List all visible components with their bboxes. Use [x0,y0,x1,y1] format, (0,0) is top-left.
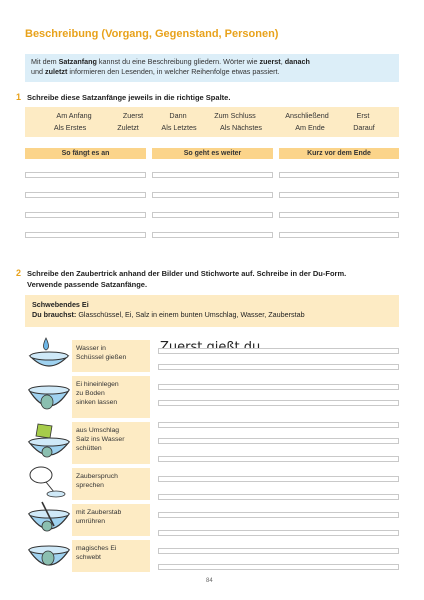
task-number: 1 [16,92,22,102]
intro-text: , [280,57,285,66]
materials-line [32,310,392,320]
intro-keyword: zuerst [259,57,281,66]
writing-line[interactable] [158,348,399,354]
step-caption-line: umrühren [76,518,106,525]
answer-field[interactable] [279,172,399,178]
step-caption-line: aus Umschlag [76,427,120,434]
writing-line[interactable] [158,438,399,444]
intro-keyword: Satzanfang [58,57,97,66]
answer-field[interactable] [25,172,146,178]
writing-line[interactable] [158,422,399,428]
intro-keyword: zuletzt [45,67,68,76]
word-bank-item: Am Ende [295,123,325,132]
trick-title: Schwebendes Ei [32,300,89,309]
writing-line[interactable] [158,564,399,570]
magic-speech-picture [26,464,72,502]
column-header: Kurz vor dem Ende [279,148,399,159]
intro-text: informieren den Lesenden, in welcher Reihenfolge etwas passiert. [67,67,280,76]
answer-field[interactable] [152,192,273,198]
word-bank [25,107,399,137]
writing-line[interactable] [158,384,399,390]
step-caption-line: Schüssel gießen [76,354,127,361]
task-number: 2 [16,268,22,278]
step-caption-line: schwebt [76,554,101,561]
column-header: So fängt es an [25,148,146,159]
step-caption-line: schütten [76,445,102,452]
answer-field[interactable] [25,192,146,198]
writing-line[interactable] [158,400,399,406]
answer-field[interactable] [152,172,273,178]
intro-box [25,54,399,82]
word-bank-item: Dann [169,111,187,120]
word-bank-item: Darauf [353,123,375,132]
word-bank-item: Erst [356,111,370,120]
answer-field[interactable] [152,232,273,238]
stir-wand-picture [26,500,72,538]
writing-line[interactable] [158,548,399,554]
materials-box [25,295,399,327]
column-header: So geht es weiter [152,148,273,159]
answer-field[interactable] [25,212,146,218]
step-caption-line: zu Boden [76,390,105,397]
materials-list: Glasschüssel, Ei, Salz in einem bunten Umschlag, Wasser, Zauberstab [76,310,305,319]
writing-line[interactable] [158,530,399,536]
word-bank-item: Zuletzt [117,123,139,132]
bowl-with-egg-picture [26,378,72,416]
floating-egg-picture [26,540,72,578]
intro-text: und [31,67,45,76]
answer-field[interactable] [152,212,273,218]
step-caption-line: Ei hineinlegen [76,381,119,388]
page-title: Beschreibung (Vorgang, Gegenstand, Personen) [25,28,279,40]
step-caption-line: sinken lassen [76,399,118,406]
answer-field[interactable] [25,232,146,238]
writing-line[interactable] [158,476,399,482]
answer-field[interactable] [279,212,399,218]
step-caption [72,422,150,464]
step-caption [72,340,150,372]
salt-envelope-bowl-picture [26,422,72,460]
word-bank-item: Als Nächstes [220,123,262,132]
writing-line[interactable] [158,512,399,518]
task-instruction: Verwende passende Satzanfänge. [27,280,148,289]
word-bank-item: Anschließend [285,111,329,120]
word-bank-item: Am Anfang [56,111,92,120]
writing-line[interactable] [158,494,399,500]
step-caption-line: mit Zauberstab [76,509,122,516]
answer-field[interactable] [279,232,399,238]
step-caption [72,376,150,418]
step-caption [72,540,150,572]
intro-keyword: danach [284,57,310,66]
word-bank-item: Als Letztes [161,123,197,132]
writing-line[interactable] [158,456,399,462]
step-caption-line: Zauberspruch [76,473,118,480]
intro-text: Mit dem [31,57,59,66]
materials-label: Du brauchst: [32,310,77,319]
intro-text: kannst du eine Beschreibung gliedern. Wörter wie [96,57,260,66]
answer-field[interactable] [279,192,399,198]
task-instruction: Schreibe den Zaubertrick anhand der Bilder und Stichworte auf. Schreibe in der Du-Form. [27,269,347,278]
step-caption-line: magisches Ei [76,545,117,552]
step-caption [72,504,150,536]
word-bank-item: Zum Schluss [214,111,256,120]
word-bank-item: Als Erstes [53,123,87,132]
bowl-pour-water-picture [26,336,72,374]
step-caption-line: Wasser in [76,345,106,352]
step-caption-line: Salz ins Wasser [76,436,125,443]
step-caption-line: sprechen [76,482,104,489]
word-bank-item: Zuerst [122,111,144,120]
task-instruction: Schreibe diese Satzanfänge jeweils in die richtige Spalte. [27,93,231,102]
step-caption [72,468,150,500]
page-number: 84 [206,578,213,584]
writing-line[interactable] [158,364,399,370]
